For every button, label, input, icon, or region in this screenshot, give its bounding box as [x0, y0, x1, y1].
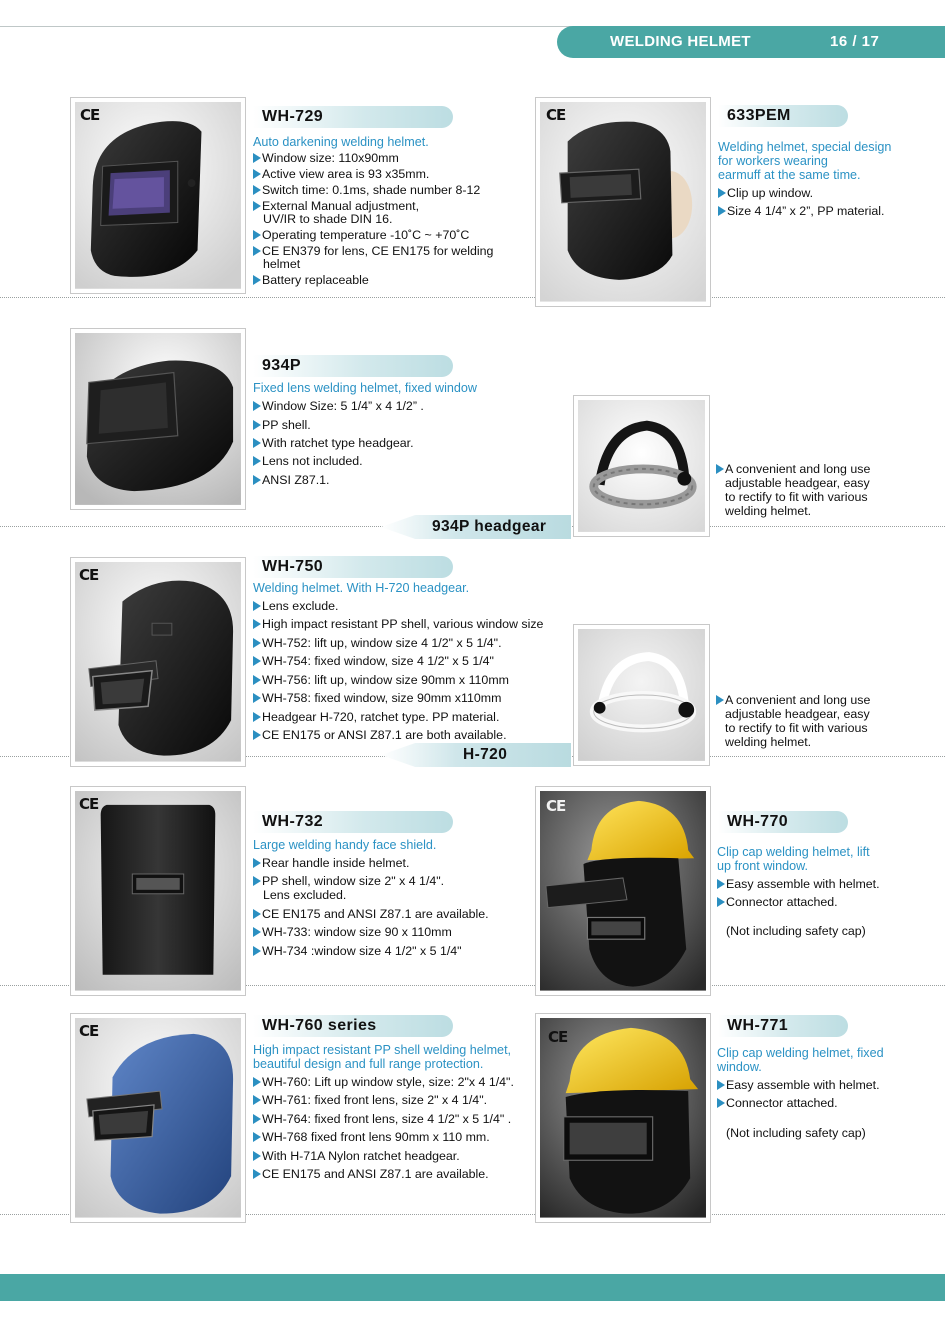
triangle-bullet-icon — [253, 693, 261, 703]
spec-item: WH-754: fixed window, size 4 1/2" x 5 1/4" — [253, 655, 494, 668]
triangle-bullet-icon — [253, 876, 261, 886]
spec-item: Window Size: 5 1/4” x 4 1/2” . — [253, 400, 424, 413]
triangle-bullet-icon — [253, 246, 261, 256]
triangle-bullet-icon — [253, 1114, 261, 1124]
headgear-image — [578, 629, 705, 761]
spec-item: CE EN175 and ANSI Z87.1 are available. — [253, 1168, 489, 1181]
triangle-bullet-icon — [253, 1095, 261, 1105]
ce-mark-icon: CE — [79, 566, 99, 584]
triangle-bullet-icon — [253, 475, 261, 485]
triangle-bullet-icon — [253, 456, 261, 466]
headgear-note: welding helmet. — [725, 735, 812, 749]
spec-item: WH-768 fixed front lens 90mm x 110 mm. — [253, 1131, 490, 1144]
product-title-wh729: WH-729 — [262, 108, 324, 125]
product-photo-wh760 — [70, 1013, 246, 1223]
page-number: 16 / 17 — [830, 33, 880, 50]
spec-item: PP shell. — [253, 419, 311, 432]
product-description: Large welding handy face shield. — [253, 838, 437, 852]
product-note: (Not including safety cap) — [726, 1126, 866, 1140]
headgear-image — [578, 400, 705, 532]
product-description: window. — [717, 1060, 762, 1074]
product-title-wh770: WH-770 — [727, 813, 789, 830]
helmet-image — [75, 333, 241, 505]
helmet-image — [75, 102, 241, 289]
spec-item: Lens not included. — [253, 455, 363, 468]
triangle-bullet-icon — [253, 927, 261, 937]
triangle-bullet-icon — [718, 188, 726, 198]
headgear-title-934p: 934P headgear — [432, 518, 547, 535]
product-photo-934p-headgear — [573, 395, 710, 537]
product-photo-wh729 — [70, 97, 246, 294]
spec-item-continued: helmet — [263, 257, 301, 271]
spec-item: WH-734 :window size 4 1/2" x 5 1/4" — [253, 945, 462, 958]
spec-item-continued: Lens excluded. — [263, 888, 347, 902]
triangle-bullet-icon — [253, 1169, 261, 1179]
triangle-bullet-icon — [717, 879, 725, 889]
spec-item: WH-758: fixed window, size 90mm x110mm — [253, 692, 501, 705]
product-photo-wh750 — [70, 557, 246, 767]
product-title-934p: 934P — [262, 357, 301, 374]
product-description: Welding helmet. With H-720 headgear. — [253, 581, 470, 595]
product-photo-wh771 — [535, 1013, 711, 1223]
ce-mark-icon: CE — [546, 797, 566, 815]
triangle-bullet-icon — [253, 730, 261, 740]
product-description: Fixed lens welding helmet, fixed window — [253, 381, 478, 395]
headgear-note: adjustable headgear, easy — [725, 707, 870, 721]
product-title-wh760: WH-760 series — [262, 1017, 377, 1034]
product-description: High impact resistant PP shell welding helmet, — [253, 1043, 512, 1057]
spec-item: PP shell, window size 2" x 4 1/4". — [253, 875, 444, 888]
ce-mark-icon: CE — [548, 1028, 568, 1046]
spec-item: Connector attached. — [717, 1097, 838, 1110]
headgear-note: A convenient and long use — [716, 693, 870, 707]
spec-item: With ratchet type headgear. — [253, 437, 414, 450]
product-title-wh771: WH-771 — [727, 1017, 789, 1034]
triangle-bullet-icon — [717, 897, 725, 907]
page-title: WELDING HELMET — [610, 33, 751, 50]
spec-item: High impact resistant PP shell, various window size — [253, 618, 543, 631]
triangle-bullet-icon — [253, 1132, 261, 1142]
product-description: up front window. — [717, 859, 809, 873]
ce-mark-icon: CE — [546, 106, 566, 124]
spec-item: Window size: 110x90mm — [253, 152, 399, 165]
triangle-bullet-icon — [253, 638, 261, 648]
product-title-wh732: WH-732 — [262, 813, 324, 830]
helmet-image — [75, 1018, 241, 1218]
triangle-bullet-icon — [253, 230, 261, 240]
spec-item: External Manual adjustment, — [253, 200, 419, 213]
product-description: beautiful design and full range protection. — [253, 1057, 484, 1071]
product-photo-wh732 — [70, 786, 246, 996]
spec-item: WH-756: lift up, window size 90mm x 110mm — [253, 674, 509, 687]
triangle-bullet-icon — [253, 401, 261, 411]
triangle-bullet-icon — [716, 464, 724, 474]
product-title-633pem: 633PEM — [727, 107, 791, 124]
spec-item-continued: UV/IR to shade DIN 16. — [263, 212, 393, 226]
triangle-bullet-icon — [253, 1077, 261, 1087]
spec-item: Easy assemble with helmet. — [717, 878, 880, 891]
triangle-bullet-icon — [253, 420, 261, 430]
spec-item: ANSI Z87.1. — [253, 474, 330, 487]
triangle-bullet-icon — [253, 185, 261, 195]
spec-item: WH-760: Lift up window style, size: 2"x 4 1/4". — [253, 1076, 514, 1089]
triangle-bullet-icon — [716, 695, 724, 705]
headgear-title-h720: H-720 — [463, 746, 508, 763]
helmet-image — [75, 562, 241, 762]
spec-item: Rear handle inside helmet. — [253, 857, 409, 870]
spec-item: WH-733: window size 90 x 110mm — [253, 926, 452, 939]
spec-item: Connector attached. — [717, 896, 838, 909]
spec-item: WH-761: fixed front lens, size 2" x 4 1/4". — [253, 1094, 487, 1107]
product-photo-934p — [70, 328, 246, 510]
headgear-note: A convenient and long use — [716, 462, 870, 476]
triangle-bullet-icon — [253, 712, 261, 722]
spec-item: CE EN175 or ANSI Z87.1 are both available. — [253, 729, 507, 742]
ce-mark-icon: CE — [80, 106, 100, 124]
headgear-note: to rectify to fit with various — [725, 490, 868, 504]
helmet-image — [75, 791, 241, 991]
product-description: Clip cap welding helmet, fixed — [717, 1046, 884, 1060]
spec-item: WH-764: fixed front lens, size 4 1/2" x 5 1/4" . — [253, 1113, 511, 1126]
triangle-bullet-icon — [253, 438, 261, 448]
ce-mark-icon: CE — [79, 795, 99, 813]
triangle-bullet-icon — [253, 858, 261, 868]
triangle-bullet-icon — [253, 275, 261, 285]
triangle-bullet-icon — [253, 201, 261, 211]
ce-mark-icon: CE — [79, 1022, 99, 1040]
spec-item: Active view area is 93 x35mm. — [253, 168, 429, 181]
spec-item: Easy assemble with helmet. — [717, 1079, 880, 1092]
triangle-bullet-icon — [253, 656, 261, 666]
triangle-bullet-icon — [253, 946, 261, 956]
spec-item: Battery replaceable — [253, 274, 369, 287]
spec-item: Size 4 1/4” x 2”, PP material. — [718, 205, 884, 218]
helmet-image — [540, 102, 706, 302]
triangle-bullet-icon — [253, 601, 261, 611]
product-note: (Not including safety cap) — [726, 924, 866, 938]
section-divider — [0, 297, 945, 298]
spec-item: Headgear H-720, ratchet type. PP material. — [253, 711, 499, 724]
helmet-image — [540, 1018, 706, 1218]
triangle-bullet-icon — [253, 153, 261, 163]
footer-bar — [0, 1274, 945, 1301]
product-photo-633pem — [535, 97, 711, 307]
headgear-note: to rectify to fit with various — [725, 721, 868, 735]
headgear-note: welding helmet. — [725, 504, 812, 518]
spec-item: With H-71A Nylon ratchet headgear. — [253, 1150, 460, 1163]
spec-item: CE EN175 and ANSI Z87.1 are available. — [253, 908, 489, 921]
spec-item: Switch time: 0.1ms, shade number 8-12 — [253, 184, 480, 197]
spec-item: Clip up window. — [718, 187, 813, 200]
triangle-bullet-icon — [717, 1098, 725, 1108]
product-title-wh750: WH-750 — [262, 558, 324, 575]
spec-item: CE EN379 for lens, CE EN175 for welding — [253, 245, 493, 258]
triangle-bullet-icon — [253, 909, 261, 919]
product-description: Auto darkening welding helmet. — [253, 135, 429, 149]
triangle-bullet-icon — [253, 169, 261, 179]
spec-item: Operating temperature -10˚C ~ +70˚C — [253, 229, 469, 242]
product-description: Clip cap welding helmet, lift — [717, 845, 870, 859]
product-photo-h720 — [573, 624, 710, 766]
product-description: for workers wearing — [718, 154, 828, 168]
triangle-bullet-icon — [253, 675, 261, 685]
product-description: earmuff at the same time. — [718, 168, 861, 182]
spec-item: WH-752: lift up, window size 4 1/2" x 5 1/4". — [253, 637, 502, 650]
spec-item: Lens exclude. — [253, 600, 338, 613]
triangle-bullet-icon — [717, 1080, 725, 1090]
helmet-image — [540, 791, 706, 991]
product-photo-wh770 — [535, 786, 711, 996]
triangle-bullet-icon — [718, 206, 726, 216]
triangle-bullet-icon — [253, 619, 261, 629]
headgear-note: adjustable headgear, easy — [725, 476, 870, 490]
product-description: Welding helmet, special design — [718, 140, 892, 154]
triangle-bullet-icon — [253, 1151, 261, 1161]
